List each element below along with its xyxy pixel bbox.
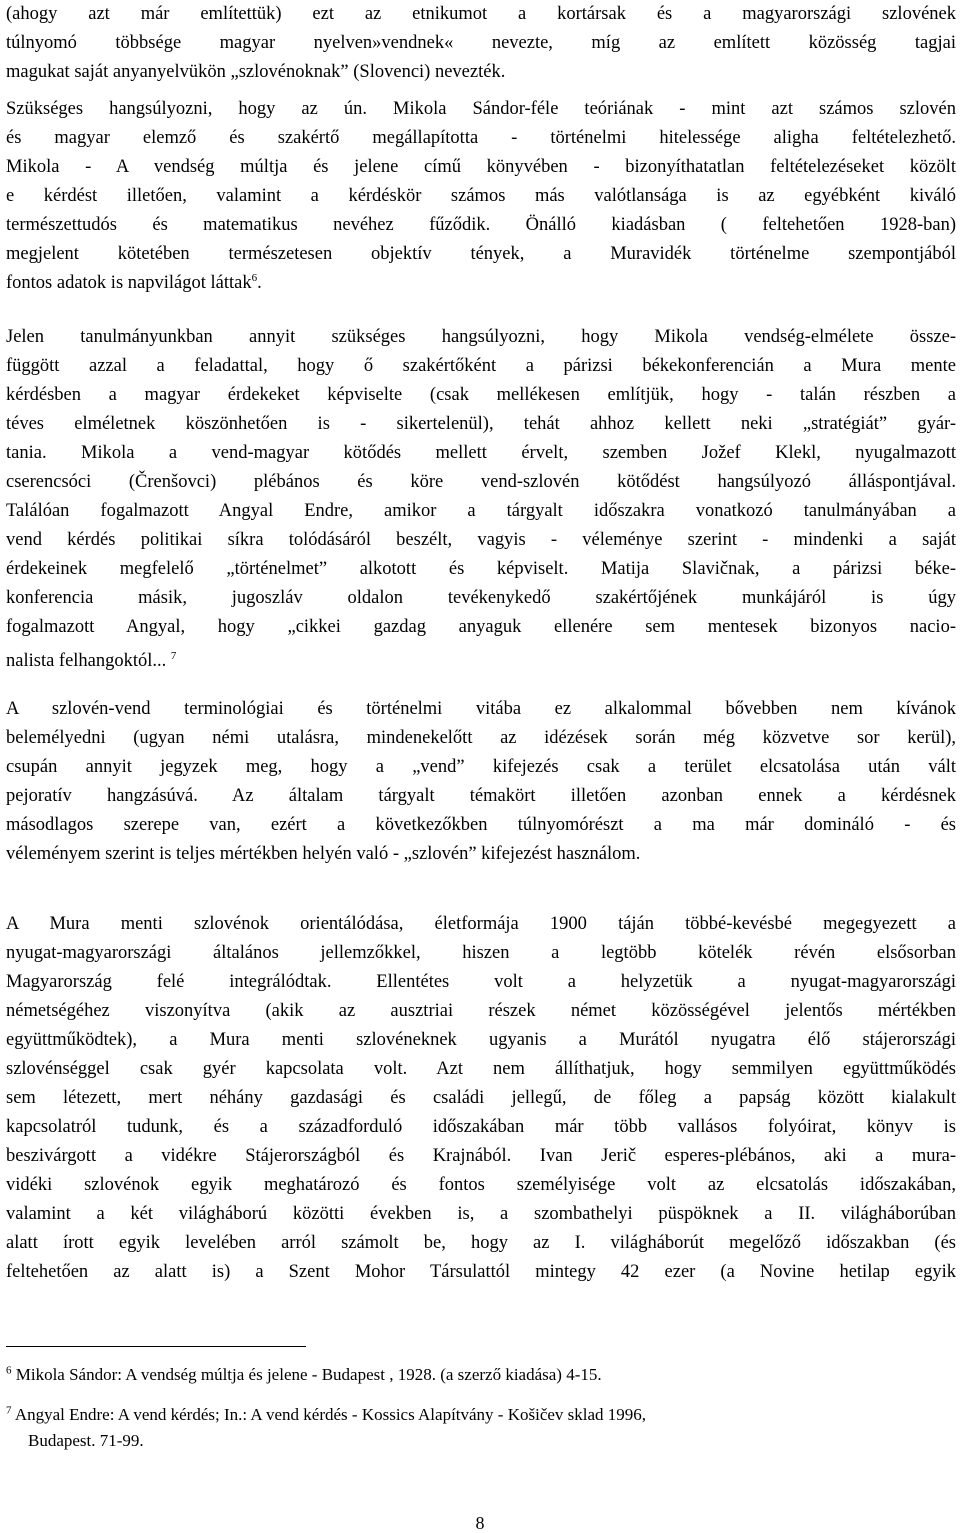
p1-line-3: magukat saját anyanyelvükön „szlovénoknak” (Slovenci) nevezték. <box>6 62 506 82</box>
footnote-ref-7[interactable]: 7 <box>170 649 177 662</box>
p3-line-4: téves elméletnek köszönhetően is - sikertelenül), tehát ahhoz kellett neki „stratégiát” gyár- <box>6 414 956 434</box>
footnote-7-text-line-2: Budapest. 71-99. <box>28 1431 144 1450</box>
p5-line-13: feltehetően az alatt is) a Szent Mohor Társulattól mintegy 42 ezer (a Novine hetilap egyik <box>6 1262 956 1282</box>
p1-line-2: túlnyomó többsége magyar nyelven»vendnek« nevezte, míg az említett közösség tagjai <box>6 33 956 53</box>
page-number: 8 <box>475 1513 485 1533</box>
p1-line-1: (ahogy azt már említettük) ezt az etnikumot a kortársak és a magyarországi szlovének <box>6 4 956 24</box>
footnote-ref-6[interactable]: 6 <box>251 271 258 284</box>
p4-line-6: véleményem szerint is teljes mértékben helyén való - „szlovén” kifejezést használom. <box>6 844 641 864</box>
p3-line-3: kérdésben a magyar érdekeket képviselte (csak mellékesen említjük, hogy - talán részben a <box>6 385 956 405</box>
p5-line-7: sem létezett, mert néhány gazdasági és családi jellegű, de főleg a papság között kialakult <box>6 1088 956 1108</box>
p2-line-1: Szükséges hangsúlyozni, hogy az ún. Mikola Sándor-féle teóriának - mint azt számos szlovén <box>6 99 956 119</box>
footnote-7 <box>6 1403 646 1427</box>
p5-line-9: beszivárgott a vidékre Stájerországból és Krajnából. Ivan Jerič esperes-plébános, aki a mura- <box>6 1146 956 1166</box>
p4-line-5: másodlagos szerepe van, ezért a következőkben túlnyomórészt a ma már domináló - és <box>6 815 956 835</box>
p5-line-12: alatt írott egyik levelében arról számolt be, hogy az I. világháborút megelőző időszakban (és <box>6 1233 956 1253</box>
p5-line-11: valamint a két világháború közötti években is, a szombathelyi püspöknek a II. világháborúban <box>6 1204 956 1224</box>
p2-line-7 <box>6 269 956 298</box>
p3-line-1: Jelen tanulmányunkban annyit szükséges hangsúlyozni, hogy Mikola vendség-elmélete össze- <box>6 327 956 347</box>
p5-line-5: együttműködtek), a Mura menti szlovéneknek ugyanis a Murától nyugatra élő stájerországi <box>6 1030 956 1050</box>
p3-line-5: tania. Mikola a vend-magyar kötődés mellett érvelt, szemben Jožef Klekl, nyugalmazott <box>6 443 956 463</box>
footnote-6-text: Mikola Sándor: A vendség múltja és jelene - Budapest , 1928. (a szerző kiadása) 4-15. <box>15 1365 602 1384</box>
p2-line-3: Mikola - A vendség múltja és jelene című könyvében - bizonyíthatatlan feltételezéseket közölt <box>6 157 956 177</box>
p5-line-8: kapcsolatról tudunk, és a századforduló időszakában már több vallásos folyóirat, könyv is <box>6 1117 956 1137</box>
p5-line-6: szlovénséggel csak gyér kapcsolata volt. Azt nem állíthatjuk, hogy semmilyen együttműködés <box>6 1059 956 1079</box>
p5-line-1: A Mura menti szlovénok orientálódása, életformája 1900 táján többé-kevésbé megegyezett a <box>6 914 956 934</box>
p3-line-12-text: nalista felhangoktól... <box>6 651 167 671</box>
footnote-7-number: 7 <box>6 1404 12 1417</box>
p5-line-2: nyugat-magyarországi általános jellemzőkkel, hiszen a legtöbb kötelék révén elsősorban <box>6 943 956 963</box>
p3-line-7: Találóan fogalmazott Angyal Endre, amikor a tárgyalt időszakra vonatkozó tanulmányában a <box>6 501 956 521</box>
p2-line-5: természettudós és matematikus nevéhez fűződik. Önálló kiadásban ( feltehetően 1928-ban) <box>6 215 956 235</box>
p4-line-3: csupán annyit jegyzek meg, hogy a „vend” kifejezés csak a terület elcsatolása után vált <box>6 757 956 777</box>
footnote-6-number: 6 <box>6 1364 12 1377</box>
p2-line-2: és magyar elemző és szakértő megállapította - történelmi hitelessége aligha feltételezhető. <box>6 128 956 148</box>
p3-line-11: fogalmazott Angyal, hogy „cikkei gazdag anyaguk ellenére sem mentesek bizonyos nacio- <box>6 617 956 637</box>
p3-line-12 <box>6 647 956 676</box>
p3-line-8: vend kérdés politikai síkra tolódásáról beszélt, vagyis - véleménye szerint - mindenki a saját <box>6 530 956 550</box>
p3-line-2: függött azzal a feladattal, hogy ő szakértőként a párizsi békekonferencián a Mura mente <box>6 356 956 376</box>
p5-line-4: németségéhez viszonyítva (akik az ausztriai részek német közösségével jelentős mértékben <box>6 1001 956 1021</box>
footnote-6 <box>6 1363 602 1387</box>
p4-line-2: belemélyedni (ugyan némi utalásra, mindenekelőtt az idézések során még közvetve sor kerül), <box>6 728 956 748</box>
p2-line-7-end: . <box>257 273 262 293</box>
p3-line-9: érdekeinek megfelelő „történelmet” alkotott és képviselt. Matija Slavičnak, a párizsi béke- <box>6 559 956 579</box>
p2-line-7-text: fontos adatok is napvilágot láttak <box>6 273 252 293</box>
footnote-separator <box>6 1346 306 1347</box>
p2-line-6: megjelent kötetében természetesen objektív tények, a Muravidék történelme szempontjából <box>6 244 956 264</box>
p5-line-3: Magyarország felé integrálódtak. Ellentétes volt a helyzetük a nyugat-magyarországi <box>6 972 956 992</box>
p3-line-6: cserencsóci (Črenšovci) plébános és köre vend-szlovén kötődést hangsúlyozó álláspontjával. <box>6 472 956 492</box>
p3-line-10: konferencia másik, jugoszláv oldalon tevékenykedő szakértőjének munkájáról is úgy <box>6 588 956 608</box>
p5-line-10: vidéki szlovénok egyik meghatározó és fontos személyisége volt az elcsatolás időszakában, <box>6 1175 956 1195</box>
p4-line-1: A szlovén-vend terminológiai és történelmi vitába ez alkalommal bővebben nem kívánok <box>6 699 956 719</box>
p2-line-4: e kérdést illetően, valamint a kérdéskör számos más valótlansága is az egyébként kiváló <box>6 186 956 206</box>
p4-line-4: pejoratív hangzásúvá. Az általam tárgyalt témakört illetően azonban ennek a kérdésnek <box>6 786 956 806</box>
footnote-7-text-line-1: Angyal Endre: A vend kérdés; In.: A vend kérdés - Kossics Alapítvány - Košičev sklad 1996, <box>14 1405 647 1424</box>
